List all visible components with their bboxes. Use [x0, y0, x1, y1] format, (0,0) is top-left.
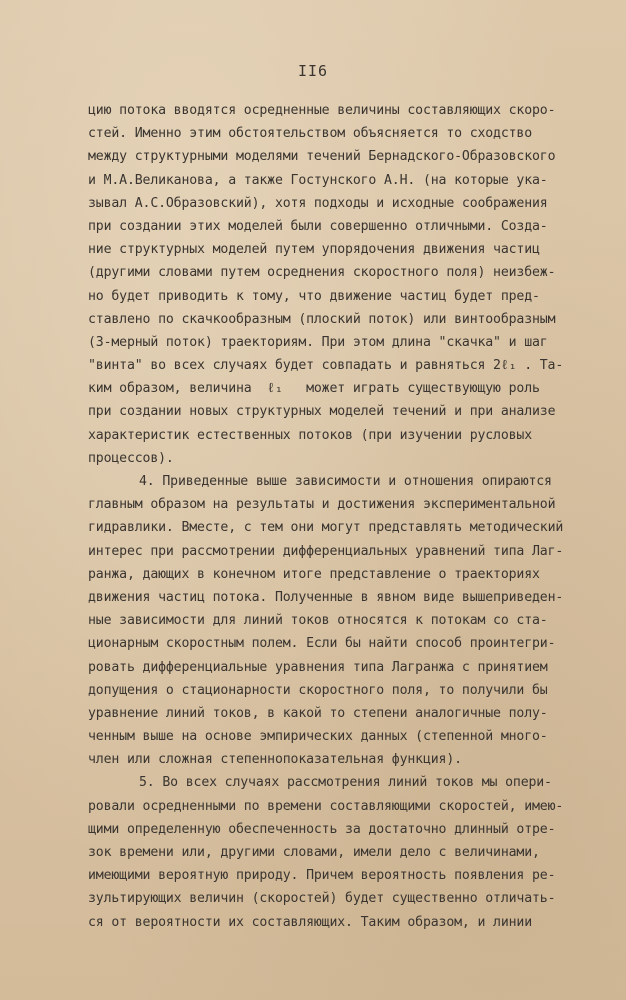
text-line: ставлено по скачкообразным (плоский поток) или винтообразным [88, 311, 556, 327]
body-text [88, 99, 608, 934]
text-line: ранжа, дающих в конечном итоге представление о траекториях [88, 566, 540, 582]
text-line: ся от вероятности их составляющих. Таким образом, и линии [88, 914, 533, 930]
text-line: при создании новых структурных моделей течений и при анализе [88, 404, 556, 420]
text-line: цию потока вводятся осредненные величины составляющих скоро- [88, 103, 556, 118]
text-line: интерес при рассмотрении дифференциальных уравнений типа Лаг- [88, 543, 564, 559]
text-line: но будет приводить к тому, что движение частиц будет пред- [88, 288, 540, 304]
text-line: характеристик естественных потоков (при изучении русловых [88, 427, 533, 443]
text-line: (другими словами путем осреднения скоростного поля) неизбеж- [88, 265, 556, 281]
text-line: ким образом, величина ℓ₁ может играть существующую роль [88, 381, 540, 397]
text-line: имеющими вероятную природу. Причем вероятность появления ре- [88, 868, 556, 884]
text-line: щими определенную обеспеченность за достаточно длинный отре- [88, 821, 556, 837]
text-line: ние структурных моделей путем упорядочения движения частиц [88, 242, 540, 258]
text-line: движения частиц потока. Полученные в явном виде вышеприведен- [88, 589, 564, 605]
text-line: (3-мерный поток) траекториям. При этом длина "скачка" и шаг [88, 334, 548, 350]
text-line: и М.А.Великанова, а также Гостунского А.Н. (на которые ука- [88, 172, 548, 188]
text-line: "винта" во всех случаях будет совпадать и равняться 2ℓ₁ . Та- [88, 358, 564, 374]
text-line: ные зависимости для линий токов относятся к потокам со ста- [88, 613, 548, 629]
text-line: допущения о стационарности скоростного поля, то получили бы [88, 682, 548, 698]
text-line: ровали осредненными по времени составляющими скоростей, имею- [88, 798, 564, 814]
text-line: зок времени или, другими словами, имели дело с величинами, [88, 845, 540, 860]
text-line: уравнение линий токов, в какой то степени аналогичные полу- [88, 705, 548, 721]
paragraph-start-line: 5. Во всех случаях рассмотрения линий токов мы опери- [139, 775, 552, 791]
text-line: зультирующих величин (скоростей) будет существенно отличать- [88, 891, 556, 907]
text-line: ционарным скоростным полем. Если бы найти способ проинтегри- [88, 636, 556, 652]
text-line: при создании этих моделей были совершенно отличными. Созда- [88, 218, 548, 234]
text-line: член или сложная степеннопоказательная функция). [88, 752, 462, 768]
paragraph-start-line: 4. Приведенные выше зависимости и отношения опираются [139, 474, 552, 489]
text-line: ченным выше на основе эмпирических данных (степенной много- [88, 729, 548, 745]
text-line: между структурными моделями течений Бернадского-Образовского [88, 149, 556, 165]
text-line: гидравлики. Вместе, с тем они могут представлять методический [88, 520, 564, 536]
text-line: главным образом на результаты и достижения экспериментальной [88, 497, 556, 513]
text-line: процессов). [88, 450, 174, 466]
text-line: стей. Именно этим обстоятельством объясняется то сходство [88, 126, 533, 142]
text-line: зывал А.С.Образовский), хотя подходы и исходные соображения [88, 195, 548, 211]
page-number: II6 [297, 62, 329, 80]
text-line: ровать дифференциальные уравнения типа Лагранжа с принятием [88, 659, 548, 675]
